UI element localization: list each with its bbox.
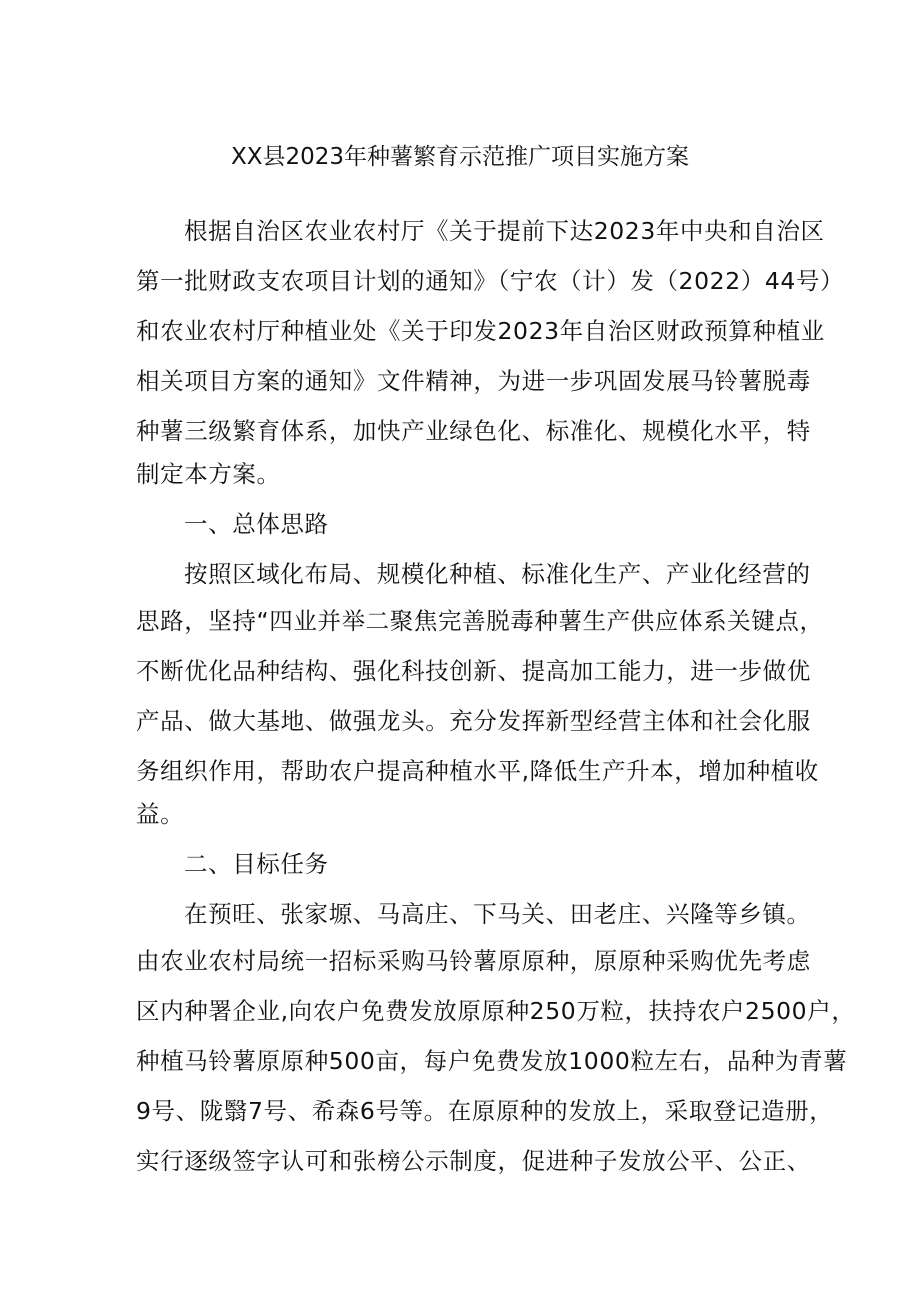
paragraph-line: 不断优化品种结构、强化科技创新、提高加工能力，进一步做优: [136, 657, 811, 685]
paragraph-line: 产品、做大基地、做强龙头。充分发挥新型经营主体和社会化服: [136, 707, 811, 735]
paragraph-line: 种植马铃薯原原种500亩，每户免费发放1000粒左右，品种为青薯: [136, 1047, 848, 1075]
section-heading: 二、目标任务: [184, 850, 329, 878]
paragraph-line: 区内种署企业,向农户免费发放原原种250万粒，扶持农户2500户，: [136, 997, 856, 1025]
paragraph-line: 思路，坚持“四业并举二聚焦完善脱毒种薯生产供应体系关键点，: [136, 607, 824, 635]
section-heading: 一、总体思路: [184, 510, 329, 538]
paragraph-line: 按照区域化布局、规模化种植、标准化生产、产业化经营的: [184, 560, 811, 588]
paragraph-line: 务组织作用，帮助农户提高种植水平,降低生产升本，增加种植收: [136, 757, 819, 785]
paragraph-line: 第一批财政支农项目计划的通知》（宁农（计）发（2022）44号）: [136, 267, 845, 295]
paragraph-line: 益。: [136, 800, 185, 828]
document-title: XX县2023年种薯繁育示范推广项目实施方案: [230, 144, 690, 170]
paragraph-line: 根据自治区农业农村厅《关于提前下达2023年中央和自治区: [184, 217, 825, 245]
paragraph-line: 由农业农村局统一招标采购马铃薯原原种，原原种采购优先考虑: [136, 947, 811, 975]
paragraph-line: 相关项目方案的通知》文件精神，为进一步巩固发展马铃薯脱毒: [136, 367, 811, 395]
paragraph-line: 制定本方案。: [136, 460, 281, 488]
paragraph-line: 和农业农村厅种植业处《关于印发2023年自治区财政预算种植业: [136, 317, 825, 345]
paragraph-line: 种薯三级繁育体系，加快产业绿色化、标准化、规模化水平，特: [136, 417, 811, 445]
paragraph-line: 实行逐级签字认可和张榜公示制度，促进种子发放公平、公正、: [136, 1147, 811, 1175]
paragraph-line: 在预旺、张家塬、马高庄、下马关、田老庄、兴隆等乡镇。: [184, 900, 811, 928]
paragraph-line: 9号、陇翳7号、希森6号等。在原原种的发放上，采取登记造册，: [136, 1097, 834, 1125]
